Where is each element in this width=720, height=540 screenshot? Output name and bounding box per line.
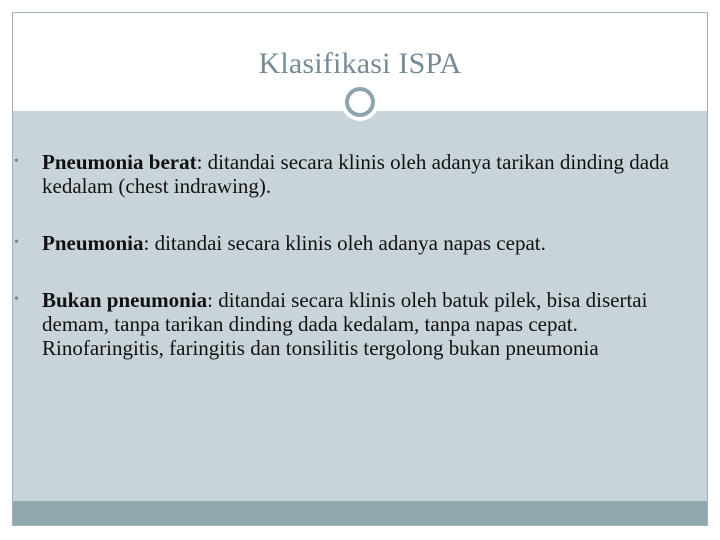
bullet-text: : ditandai secara klinis oleh adanya tarikan dinding dada kedalam (chest indrawing). [42,150,669,198]
bullet-term: Pneumonia [42,231,144,255]
slide-title: Klasifikasi ISPA [258,47,462,80]
bullet-text: : ditandai secara klinis oleh adanya napas cepat. [143,231,546,255]
bullet-icon: • [14,292,19,307]
bullet-text: : ditandai secara klinis oleh batuk pilek, bisa disertai demam, tanpa tarikan dinding dada kedalam, tanpa napas cepat. Rinofaringitis, faringitis dan tonsilitis tergolong bukan pneumonia [42,288,648,360]
bullet-list [14,150,684,393]
bullet-item-pneumonia [14,231,684,255]
bullet-item-bukan-pneumonia [14,288,684,360]
footer-band [13,501,707,525]
bullet-icon: • [14,235,19,250]
bullet-item-pneumonia-berat [14,150,684,198]
title-divider-circle-icon [341,83,379,121]
bullet-term: Pneumonia berat [42,150,197,174]
bullet-icon: • [14,154,19,169]
circle-inner [345,87,375,117]
bullet-term: Bukan pneumonia [42,288,208,312]
